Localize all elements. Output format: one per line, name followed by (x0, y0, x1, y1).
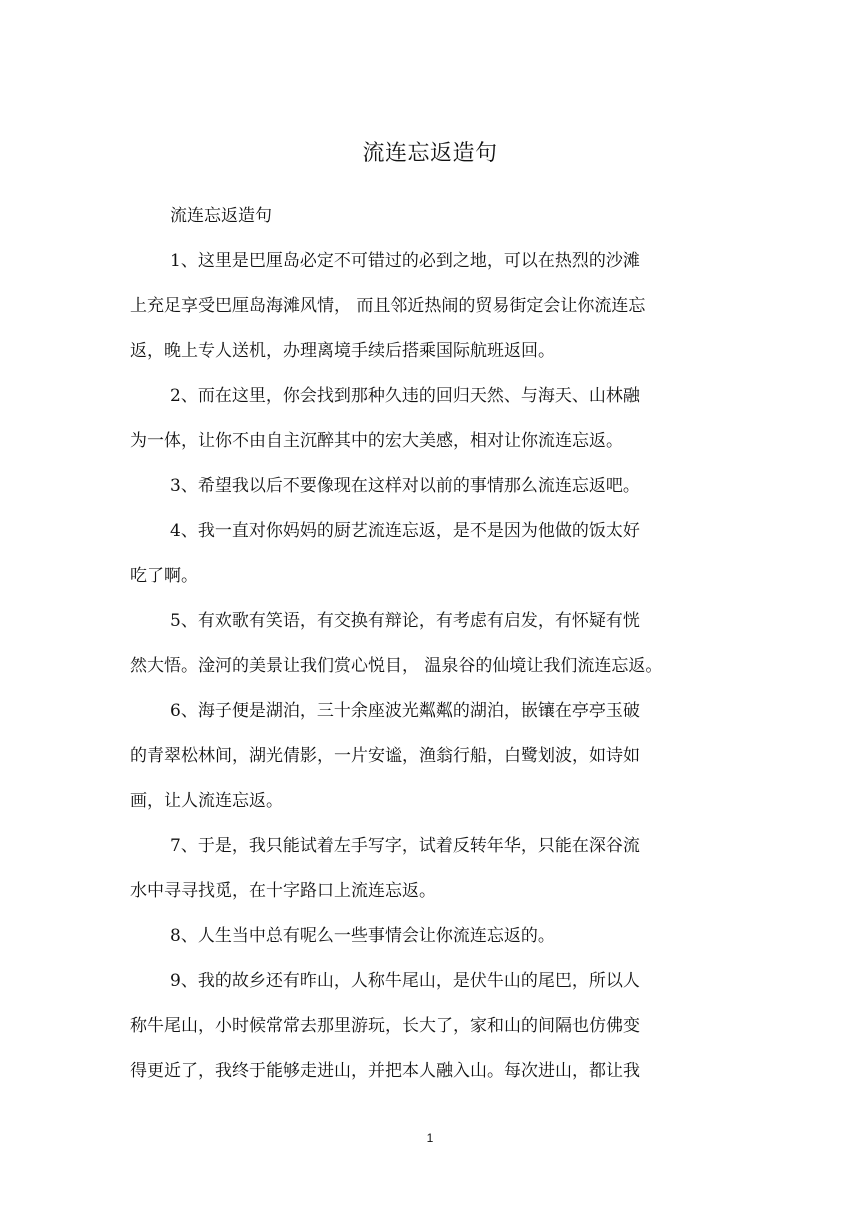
page-number: 1 (426, 1131, 434, 1145)
text-line: 为一体，让你不由自主沉醉其中的宏大美感，相对让你流连忘返。 (130, 431, 623, 451)
text-line: 吃了啊。 (130, 566, 198, 586)
text-line: 3、希望我以后不要像现在这样对以前的事情那么流连忘返吧。 (170, 476, 640, 496)
subtitle-line: 流连忘返造句 (170, 206, 272, 226)
text-line: 9、我的故乡还有昨山，人称牛尾山，是伏牛山的尾巴，所以人 (170, 971, 640, 991)
text-line: 画，让人流连忘返。 (130, 791, 283, 811)
text-line: 水中寻寻找觅，在十字路口上流连忘返。 (130, 881, 436, 901)
text-line: 1、这里是巴厘岛必定不可错过的必到之地，可以在热烈的沙滩 (170, 251, 640, 271)
text-line: 然大悟。淦河的美景让我们赏心悦目， 温泉谷的仙境让我们流连忘返。 (130, 656, 663, 676)
text-line: 8、人生当中总有呢么一些事情会让你流连忘返的。 (170, 926, 555, 946)
text-line: 上充足享受巴厘岛海滩风情， 而且邻近热闹的贸易街定会让你流连忘 (130, 296, 646, 316)
text-line: 返，晚上专人送机，办理离境手续后搭乘国际航班返回。 (130, 341, 555, 361)
text-line: 6、海子便是湖泊，三十余座波光粼粼的湖泊，嵌镶在亭亭玉破 (170, 701, 640, 721)
text-line: 称牛尾山，小时候常常去那里游玩，长大了，家和山的间隔也仿佛变 (130, 1016, 640, 1036)
text-line: 2、而在这里，你会找到那种久违的回归天然、与海天、山林融 (170, 386, 640, 406)
text-line: 得更近了，我终于能够走进山，并把本人融入山。每次进山，都让我 (130, 1061, 640, 1081)
text-line: 的青翠松林间，湖光倩影，一片安谧，渔翁行船，白鹭划波，如诗如 (130, 746, 640, 766)
text-line: 7、于是，我只能试着左手写字，试着反转年华，只能在深谷流 (170, 836, 640, 856)
document-title: 流连忘返造句 (362, 141, 498, 166)
text-line: 4、我一直对你妈妈的厨艺流连忘返，是不是因为他做的饭太好 (170, 521, 640, 541)
text-line: 5、有欢歌有笑语，有交换有辩论，有考虑有启发，有怀疑有恍 (170, 611, 640, 631)
